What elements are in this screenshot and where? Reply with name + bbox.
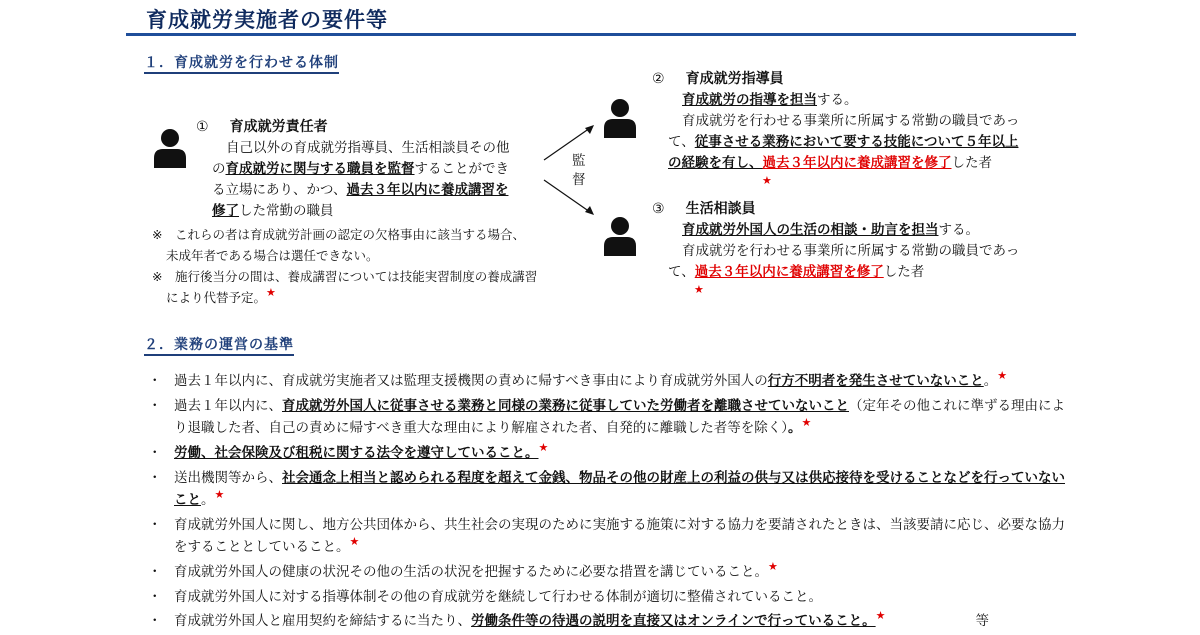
- person-icon: [602, 98, 638, 138]
- note1: ※ これらの者は育成就労計画の認定の欠格事由に該当する場合、: [152, 227, 526, 242]
- role1-line2: の育成就労に関与する職員を監督することができ: [212, 161, 509, 177]
- role2-number: ②: [652, 71, 665, 87]
- etc-label: 等: [975, 613, 989, 629]
- role2-line3: て、従事させる業務において要する技能について５年以上: [668, 134, 1019, 150]
- operation-standards-list: [148, 370, 1068, 635]
- star-icon: ★: [762, 174, 772, 187]
- role2-title: 育成就労指導員: [685, 71, 784, 87]
- role2-line1: 育成就労の指導を担当する。: [682, 92, 858, 108]
- note2-cont: により代替予定。★: [166, 286, 276, 305]
- star-icon: ★: [694, 283, 704, 296]
- supervision-label: 監 督: [572, 153, 586, 188]
- note1-cont: 未成年者である場合は選任できない。: [166, 248, 379, 263]
- list-item: ・ 送出機関等から、社会通念上相当と認められる程度を超えて金銭、物品その他の財産上の利益の供与又は供応接待を受けることなどを行っていないこと。★: [148, 470, 1065, 508]
- page-title: 育成就労実施者の要件等: [146, 8, 388, 32]
- list-item: ・ 育成就労外国人に関し、地方公共団体から、共生社会の実現のために実施する施策に対する協力を要請されたときは、当該要請に応じ、必要な協力をすることとしていること。★: [148, 517, 1065, 555]
- star-icon: ★: [768, 560, 778, 573]
- role1-block: [196, 116, 546, 222]
- role3-number: ③: [652, 201, 665, 217]
- section2-heading-text: ２．業務の運営の基準: [144, 337, 294, 356]
- star-icon: ★: [214, 488, 225, 501]
- section2-heading: [144, 334, 294, 354]
- list-item: ・ 育成就労外国人と雇用契約を締結するに当たり、労働条件等の待遇の説明を直接又はオンラインで行っていること。★ 等: [148, 609, 989, 629]
- notes-block: [152, 224, 552, 309]
- arrow-icon: [540, 120, 600, 220]
- role3-line3: て、過去３年以内に養成講習を修了した者: [668, 264, 925, 280]
- star-icon: ★: [997, 369, 1008, 382]
- role1-title: 育成就労責任者: [229, 119, 328, 135]
- person-icon: [602, 216, 638, 256]
- role1-number: ①: [196, 119, 209, 135]
- section1-heading-text: １．育成就労を行わせる体制: [144, 55, 339, 74]
- list-item: ・ 労働、社会保険及び租税に関する法令を遵守していること。★: [148, 441, 549, 461]
- list-item: ・ 過去１年以内に、育成就労実施者又は監理支援機関の責めに帰すべき事由により育成就労外国人の行方不明者を発生させていないこと。★: [148, 369, 1008, 389]
- role1-line1: 自己以外の育成就労指導員、生活相談員その他: [226, 140, 510, 156]
- role2-block: [652, 68, 1072, 186]
- role1-line4: 修了した常勤の職員: [212, 203, 334, 219]
- role3-block: [652, 198, 1072, 295]
- note2: ※ 施行後当分の間は、養成講習については技能実習制度の養成講習: [152, 269, 538, 284]
- star-icon: ★: [801, 416, 812, 429]
- star-icon: ★: [349, 535, 360, 548]
- person-icon: [152, 128, 188, 168]
- list-item: ・ 育成就労外国人の健康の状況その他の生活の状況を把握するために必要な措置を講じていること。★: [148, 560, 778, 580]
- section1-heading: [144, 52, 339, 72]
- role3-line1: 育成就労外国人の生活の相談・助言を担当する。: [682, 222, 979, 238]
- role1-line3: る立場にあり、かつ、過去３年以内に養成講習を: [212, 182, 509, 198]
- list-item: ・ 過去１年以内に、育成就労外国人に従事させる業務と同様の業務に従事していた労働者を離職させていないこと（定年その他これに準ずる理由により退職した者、自己の責めに帰すべき重大な理由により解雇された者、自発的に離職した者等を除く）。★: [148, 398, 1065, 436]
- star-icon: ★: [538, 441, 549, 454]
- list-item: ・ 育成就労外国人に対する指導体制その他の育成就労を継続して行わせる体制が適切に整備されていること。: [148, 589, 822, 605]
- role3-line2: 育成就労を行わせる事業所に所属する常勤の職員であっ: [682, 243, 1020, 259]
- role2-line2: 育成就労を行わせる事業所に所属する常勤の職員であっ: [682, 113, 1020, 129]
- star-icon: ★: [875, 609, 886, 622]
- role3-title: 生活相談員: [685, 201, 756, 217]
- role2-line4: の経験を有し、過去３年以内に養成講習を修了した者: [668, 155, 992, 171]
- title-rule: [126, 33, 1076, 36]
- star-icon: ★: [266, 286, 276, 299]
